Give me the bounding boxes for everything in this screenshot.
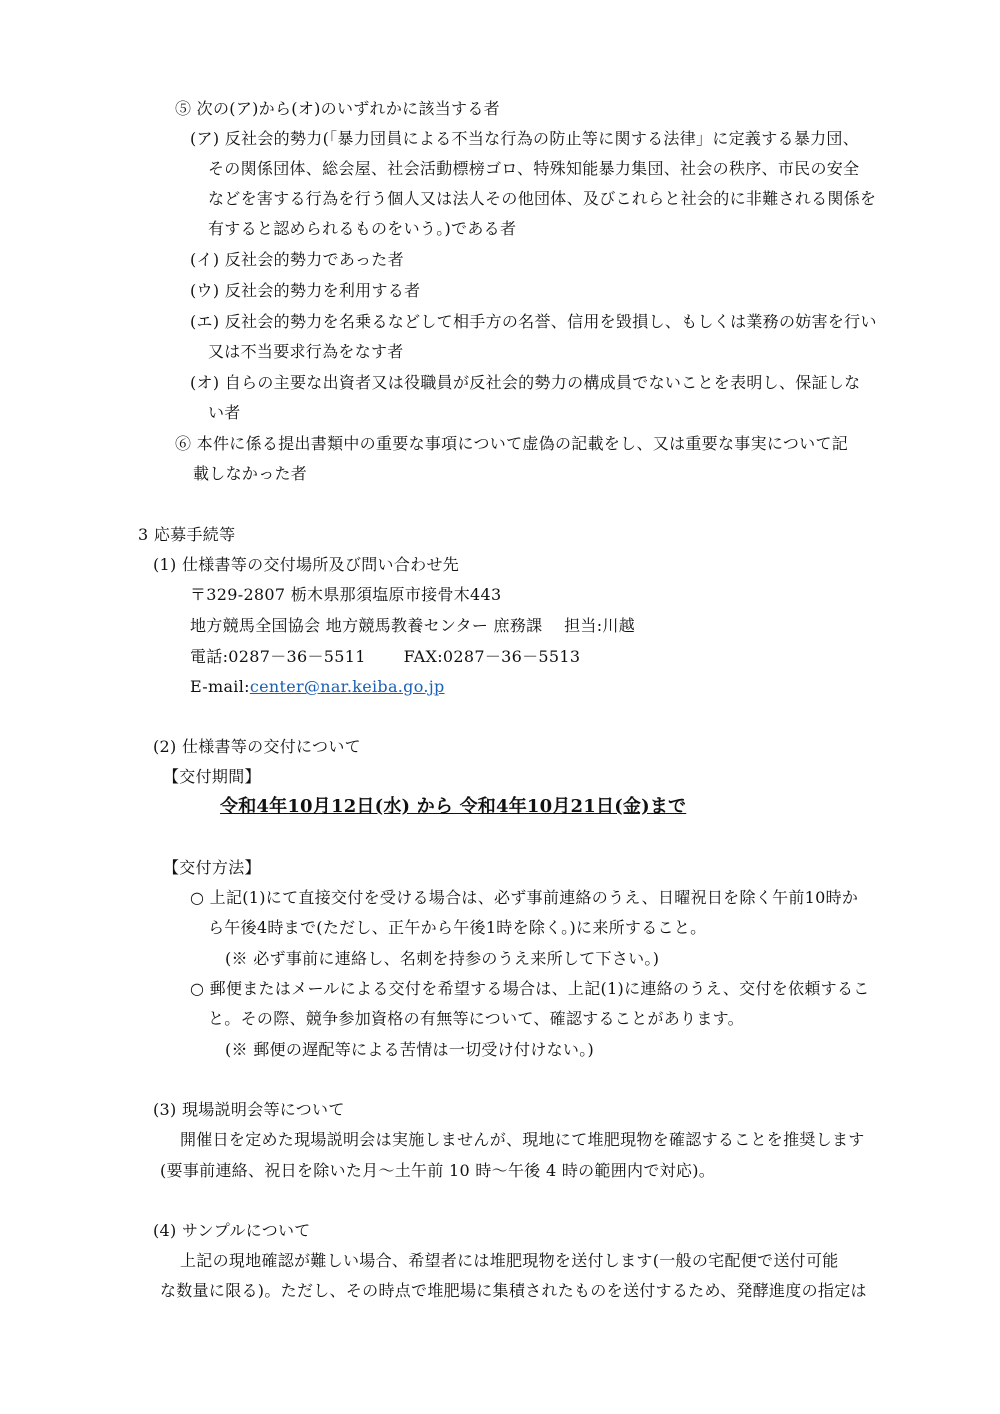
item-i: (イ) 反社会的勢力であった者	[190, 250, 404, 269]
s1-email-row	[190, 676, 445, 698]
email-link[interactable]: center@nar.keiba.go.jp	[249, 677, 445, 696]
section-3-heading: 3 応募手続等	[138, 525, 236, 544]
item-u: (ウ) 反社会的勢力を利用する者	[190, 281, 421, 300]
item-o-line-1: (オ) 自らの主要な出資者又は役職員が反社会的勢力の構成員でないことを表明し、保証しな	[190, 373, 861, 392]
s1-title: (1) 仕様書等の交付場所及び問い合わせ先	[153, 555, 460, 574]
s3-line-1: 開催日を定めた現場説明会は実施しませんが、現地にて堆肥現物を確認することを推奨します	[180, 1130, 865, 1149]
s2-title: (2) 仕様書等の交付について	[153, 737, 361, 756]
s4-line-1: 上記の現地確認が難しい場合、希望者には堆肥現物を送付します(一般の宅配便で送付可能	[180, 1251, 839, 1270]
s2-period-label: 【交付期間】	[163, 767, 261, 786]
item-a-line-1: (ア) 反社会的勢力(「暴力団員による不当な行為の防止等に関する法律」に定義する暴力団、	[190, 129, 860, 148]
s2-bullet-2-line-1: ○ 郵便またはメールによる交付を希望する場合は、上記(1)に連絡のうえ、交付を依頼するこ	[190, 979, 870, 998]
item-o-line-2: い者	[208, 403, 241, 422]
s4-line-2: な数量に限る)。ただし、その時点で堆肥場に集積されたものを送付するため、発酵進度の指定は	[160, 1281, 867, 1300]
item-e-line-2: 又は不当要求行為をなす者	[208, 342, 404, 361]
s2-bullet-1-line-1: ○ 上記(1)にて直接交付を受ける場合は、必ず事前連絡のうえ、日曜祝日を除く午前10時か	[190, 888, 859, 907]
s2-bullet-2-note: (※ 郵便の遅配等による苦情は一切受け付けない。)	[225, 1040, 595, 1059]
item-6-line-1: ⑥ 本件に係る提出書類中の重要な事項について虚偽の記載をし、又は重要な事実について記	[175, 434, 849, 453]
s2-bullet-1-line-2: ら午後4時まで(ただし、正午から午後1時を除く。)に来所すること。	[208, 918, 707, 937]
s1-org: 地方競馬全国協会 地方競馬教養センター 庶務課 担当:川越	[190, 616, 636, 635]
s2-bullet-2-line-2: と。その際、競争参加資格の有無等について、確認することがあります。	[208, 1009, 744, 1028]
email-label: E-mail:	[190, 677, 250, 696]
s2-bullet-1-note: (※ 必ず事前に連絡し、名刺を持参のうえ来所して下さい。)	[225, 949, 660, 968]
s4-title: (4) サンプルについて	[153, 1221, 311, 1240]
item-a-line-2: その関係団体、総会屋、社会活動標榜ゴロ、特殊知能暴力集団、社会の秩序、市民の安全	[208, 159, 860, 178]
s2-period: 令和4年10月12日(水) から 令和4年10月21日(金)まで	[220, 796, 687, 817]
s3-title: (3) 現場説明会等について	[153, 1100, 345, 1119]
s3-line-2: (要事前連絡、祝日を除いた月～土午前 10 時～午後 4 時の範囲内で対応)。	[160, 1161, 716, 1180]
item-e-line-1: (エ) 反社会的勢力を名乗るなどして相手方の名誉、信用を毀損し、もしくは業務の妨害を行い	[190, 312, 877, 331]
s1-address: 〒329-2807 栃木県那須塩原市接骨木443	[190, 585, 502, 604]
item-5: ⑤ 次の(ア)から(オ)のいずれかに該当する者	[175, 99, 500, 118]
s1-tel: 電話:0287－36－5511 FAX:0287－36－5513	[190, 647, 581, 666]
s2-method-label: 【交付方法】	[163, 858, 261, 877]
item-a-line-4: 有すると認められるものをいう。)である者	[208, 219, 517, 238]
item-6-line-2: 載しなかった者	[193, 464, 308, 483]
item-a-line-3: などを害する行為を行う個人又は法人その他団体、及びこれらと社会的に非難される関係を	[208, 189, 877, 208]
